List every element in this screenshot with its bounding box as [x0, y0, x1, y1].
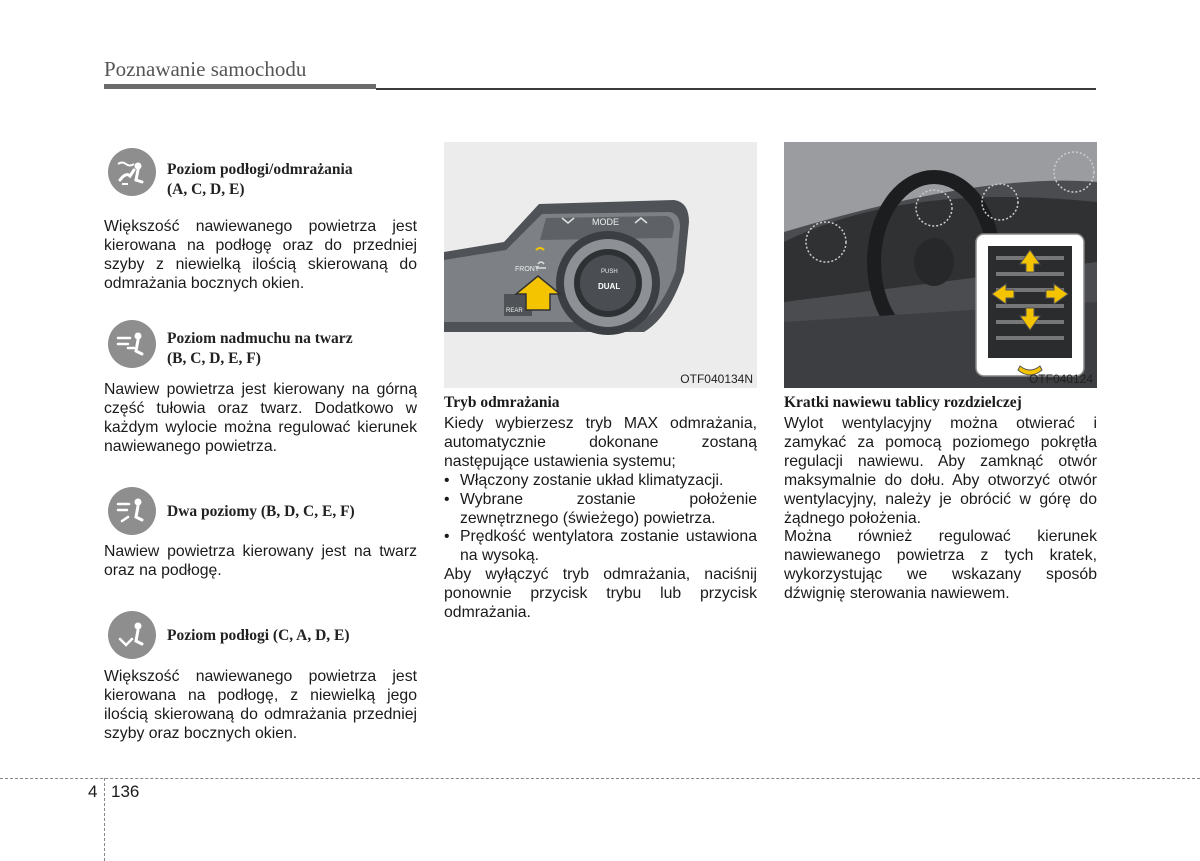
mode-title-line: Poziom podłogi (C, A, D, E)	[167, 627, 350, 644]
page-number: 136	[111, 782, 140, 801]
chapter-number: 4	[88, 782, 98, 801]
bullet-list	[444, 472, 757, 567]
push-label: PUSH	[601, 269, 618, 275]
paragraph: Wylot wentylacyjny można otwierać i zamykać za pomocą poziomego pokrętła regulacji nawiewu. Aby zamknąć otwór maksymalnie do dołu. Aby otworzyć otwór wentylacyjny, należy je obrócić w górę do żądnego położenia.	[784, 415, 1097, 527]
section-title-vents: Kratki nawiewu tablicy rozdzielczej	[784, 394, 1022, 411]
climate-panel-figure	[444, 142, 757, 388]
floor-mode-icon	[108, 611, 156, 659]
paragraph: Większość nawiewanego powietrza jest kierowana na podłogę, z niewielką jego ilością skierowaną do odmrażania przedniej szyby oraz bocznych okien.	[104, 668, 417, 742]
floor-defrost-mode-icon	[108, 148, 156, 196]
paragraph: Kiedy wybierzesz tryb MAX odmrażania, automatycznie dokonane zostaną następujące ustawienia systemu;	[444, 415, 757, 470]
dashboard-illustration	[784, 142, 1097, 388]
mode-title-line: (A, C, D, E)	[167, 181, 245, 198]
header-rule-line	[376, 88, 1096, 90]
mode-title-face	[167, 329, 353, 369]
front-defrost-label: FRONT	[515, 266, 540, 273]
mode-title-line: (B, C, D, E, F)	[167, 350, 261, 367]
rear-defrost-label: REAR	[506, 308, 523, 314]
mode-title-bi-level	[167, 502, 355, 522]
list-item: • Włączony zostanie układ klimatyzacji.	[444, 472, 757, 491]
mode-title-floor	[167, 626, 350, 646]
mode-title-line: Dwa poziomy (B, D, C, E, F)	[167, 503, 355, 520]
paragraph: Aby wyłączyć tryb odmrażania, naciśnij ponownie przycisk trybu lub przycisk odmrażania.	[444, 566, 757, 622]
climate-panel-illustration	[444, 142, 757, 388]
mode-description-floor-defrost	[104, 218, 417, 294]
mode-description-floor	[104, 668, 417, 744]
paragraph: Większość nawiewanego powietrza jest kierowana na podłogę oraz do przedniej szyby z niewielką ilością skierowaną do odmrażania bocznych okien.	[104, 218, 417, 292]
mode-title-line: Poziom nadmuchu na twarz	[167, 330, 353, 347]
figure-code: OTF040134N	[680, 372, 753, 386]
footer-divider-vertical	[104, 778, 105, 861]
paragraph: Nawiew powietrza kierowany jest na twarz oraz na podłogę.	[104, 543, 417, 579]
paragraph: Nawiew powietrza jest kierowany na górną część tułowia oraz twarz. Dodatkowo w każdym wylocie można regulować kierunek nawiewanego powietrza.	[104, 381, 417, 455]
mode-description-face	[104, 381, 417, 457]
list-item: • Wybrane zostanie położenie zewnętrznego (świeżego) powietrza.	[444, 491, 757, 529]
section-title-defrost: Tryb odmrażania	[444, 394, 560, 411]
vents-section-body	[784, 415, 1097, 604]
mode-title-line: Poziom podłogi/odmrażania	[167, 161, 353, 178]
footer-divider	[0, 778, 1200, 779]
dual-label: DUAL	[598, 282, 621, 291]
header-rule	[104, 84, 376, 89]
list-item: • Prędkość wentylatora zostanie ustawiona na wysoką.	[444, 528, 757, 566]
paragraph: Można również regulować kierunek nawiewanego powietrza z tych kratek, wykorzystując we wskazany sposób dźwignię sterowania nawiewem.	[784, 528, 1097, 603]
section-header-title: Poznawanie samochodu	[104, 57, 307, 81]
mode-title-floor-defrost	[167, 160, 353, 200]
mode-button-label: MODE	[592, 217, 619, 227]
defrost-section-body	[444, 415, 757, 623]
bi-level-mode-icon	[108, 487, 156, 535]
face-mode-icon	[108, 320, 156, 368]
mode-description-bi-level	[104, 543, 417, 581]
dashboard-vents-figure	[784, 142, 1097, 388]
figure-code: OTF040124	[1028, 372, 1093, 386]
